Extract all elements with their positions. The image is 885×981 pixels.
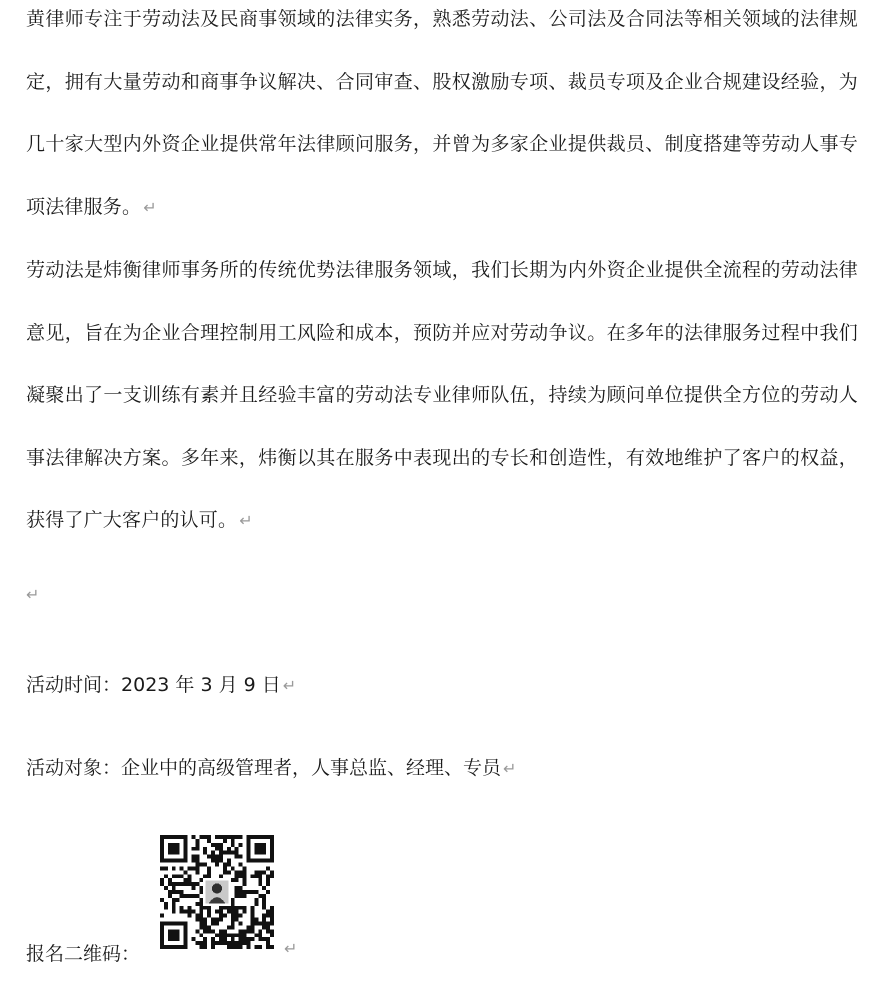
registration-qr-code-icon[interactable] xyxy=(160,835,274,949)
qr-label: 报名二维码： xyxy=(26,943,141,965)
lawyer-intro-text: 黄律师专注于劳动法及民商事领域的法律实务，熟悉劳动法、公司法及合同法等相关领域的法律规定，拥有大量劳动和商事争议解决、合同审查、股权激励专项、裁员专项及企业合规建设经验，为几十家大型内外资企业提供常年法律顾问服务，并曾为多家企业提供裁员、制度搭建等劳动人事专项法律服务。 xyxy=(26,8,858,218)
paragraph-mark-icon: ↵ xyxy=(503,759,517,778)
activity-time-value: 2023 年 3 月 9 日 xyxy=(121,674,281,696)
paragraph-mark-icon: ↵ xyxy=(282,676,297,695)
activity-time xyxy=(26,670,296,697)
activity-target xyxy=(26,753,516,780)
paragraph-mark-icon: ↵ xyxy=(26,584,40,604)
firm-intro-paragraph xyxy=(26,239,858,553)
firm-intro-text: 劳动法是炜衡律师事务所的传统优势法律服务领域，我们长期为内外资企业提供全流程的劳动法律意见，旨在为企业合理控制用工风险和成本，预防并应对劳动争议。在多年的法律服务过程中我们凝聚出了一支训练有素并且经验丰富的劳动法专业律师队伍，持续为顾问单位提供全方位的劳动人事法律解决方案。多年来，炜衡以其在服务中表现出的专长和创造性，有效地维护了客户的权益，获得了广大客户的认可。 xyxy=(26,259,858,531)
registration-qr-row xyxy=(26,835,426,965)
activity-target-value: 企业中的高级管理者，人事总监、经理、专员 xyxy=(121,757,502,779)
activity-time-label: 活动时间： xyxy=(26,674,122,696)
document-page xyxy=(26,0,858,965)
paragraph-mark-icon: ↵ xyxy=(239,511,253,530)
paragraph-mark-icon: ↵ xyxy=(284,939,298,958)
empty-paragraph xyxy=(26,553,858,636)
paragraph-mark-icon: ↵ xyxy=(143,197,157,217)
activity-target-label: 活动对象： xyxy=(26,757,122,779)
lawyer-intro-paragraph xyxy=(26,0,858,239)
